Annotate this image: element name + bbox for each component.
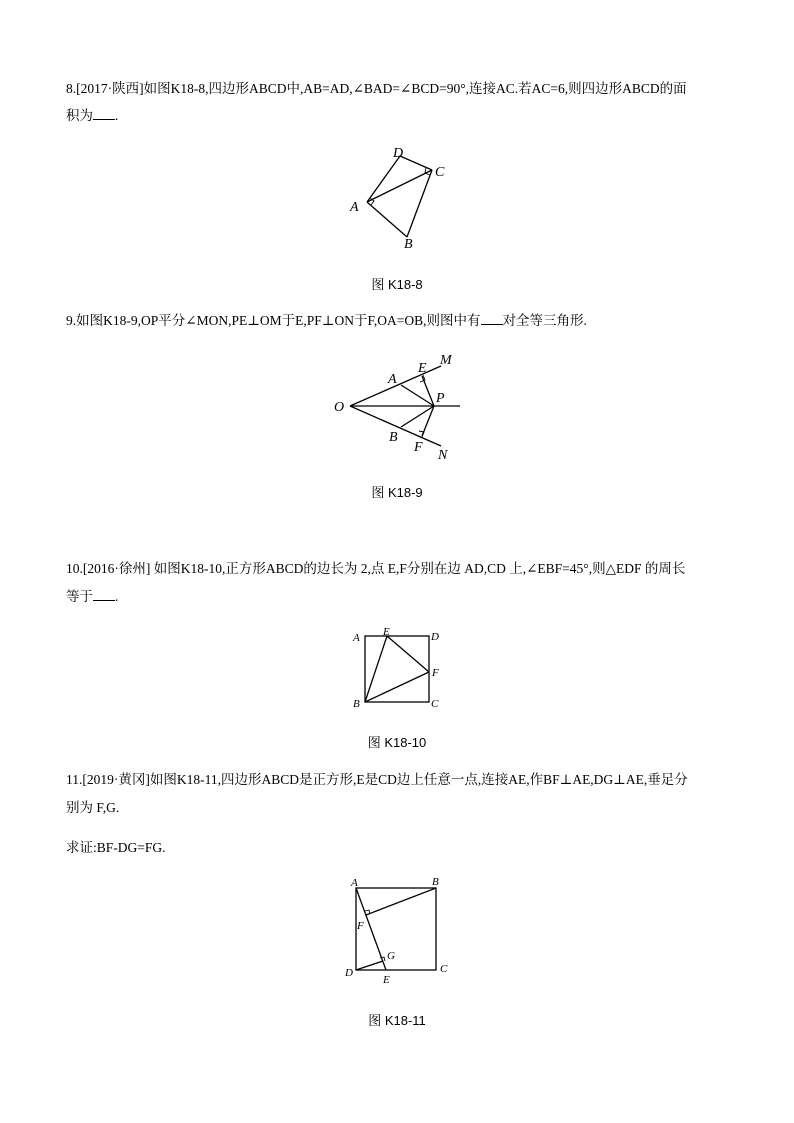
q10-label-e: E xyxy=(383,626,390,638)
q9-segment-pa xyxy=(401,385,434,406)
q9-label-o: O xyxy=(334,400,345,415)
q9-label-p: P xyxy=(436,391,445,406)
q11-label-b: B xyxy=(432,876,439,888)
q10-text-line2-suffix: . xyxy=(115,589,119,604)
q8-label-c: C xyxy=(435,165,445,180)
q8-edge-ba xyxy=(367,202,407,237)
q11-segment-bf xyxy=(366,888,436,915)
q9-figure xyxy=(330,348,470,463)
q8-answer-blank xyxy=(93,107,115,120)
q10-label-b: B xyxy=(353,698,360,710)
q11-label-d: D xyxy=(345,967,353,979)
q10-square-abcd xyxy=(365,636,429,702)
q11-segment-dg xyxy=(356,961,383,970)
q10-segment-be xyxy=(365,636,387,702)
q8-text-line2 xyxy=(66,107,118,125)
q9-text-line1 xyxy=(66,312,587,330)
q11-text-line1: 11.[2019·黄冈]如图K18-11,四边形ABCD是正方形,E是CD边上任意一点,连接AE,作BF⊥AE,DG⊥AE,垂足分 xyxy=(66,772,688,787)
q9-label-a: A xyxy=(388,372,397,387)
q10-segment-ef xyxy=(387,636,429,672)
q11-square-abcd xyxy=(356,888,436,970)
q8-edge-dc xyxy=(400,156,432,170)
q8-text-line1: 8.[2017·陕西]如图K18-8,四边形ABCD中,AB=AD,∠BAD=∠BCD=90°,连接AC.若AC=6,则四边形ABCD的面 xyxy=(66,81,687,96)
q10-text-line2-prefix: 等于 xyxy=(66,589,93,604)
q11-label-f: F xyxy=(357,920,364,932)
q8-label-a: A xyxy=(350,200,359,215)
q11-label-g: G xyxy=(387,950,395,962)
q10-text-line1: 10.[2016·徐州] 如图K18-10,正方形ABCD的边长为 2,点 E,F分别在边 AD,CD 上,∠EBF=45°,则△EDF 的周长 xyxy=(66,561,686,576)
q8-caption: 图 K18-8 xyxy=(371,277,423,292)
q8-edge-ad xyxy=(367,156,400,202)
q10-text-line2 xyxy=(66,588,118,606)
q9-segment-pb xyxy=(401,406,434,427)
q10-caption: 图 K18-10 xyxy=(367,735,427,750)
q11-caption: 图 K18-11 xyxy=(368,1013,426,1028)
q10-answer-blank xyxy=(93,588,115,601)
q9-answer-blank xyxy=(481,312,503,325)
q11-label-e: E xyxy=(383,974,390,986)
q11-text-line3: 求证:BF-DG=FG. xyxy=(66,840,166,855)
q8-label-b: B xyxy=(404,237,413,252)
q10-figure xyxy=(350,626,450,714)
q10-label-a: A xyxy=(353,632,360,644)
q10-label-f: F xyxy=(432,667,439,679)
q11-label-a: A xyxy=(351,877,358,889)
q9-label-m: M xyxy=(440,353,452,368)
q10-label-c: C xyxy=(431,698,439,710)
q9-label-f: F xyxy=(414,440,423,455)
q8-text-line2-suffix: . xyxy=(115,108,119,123)
q9-text-prefix: 9.如图K18-9,OP平分∠MON,PE⊥OM于E,PF⊥ON于F,OA=OB,则图中有 xyxy=(66,313,481,328)
q9-text-suffix: 对全等三角形. xyxy=(502,313,587,328)
q8-figure xyxy=(340,140,460,255)
q10-label-d: D xyxy=(431,631,439,643)
q9-label-n: N xyxy=(438,448,448,463)
q11-label-c: C xyxy=(440,963,448,975)
q9-caption: 图 K18-9 xyxy=(371,485,423,500)
q11-figure xyxy=(340,874,460,990)
q8-label-d: D xyxy=(393,146,404,161)
q9-label-b: B xyxy=(389,430,398,445)
q9-label-e: E xyxy=(418,361,427,376)
q8-text-line2-prefix: 积为 xyxy=(66,108,93,123)
q10-segment-bf xyxy=(365,672,429,702)
q11-text-line2: 别为 F,G. xyxy=(66,800,120,815)
